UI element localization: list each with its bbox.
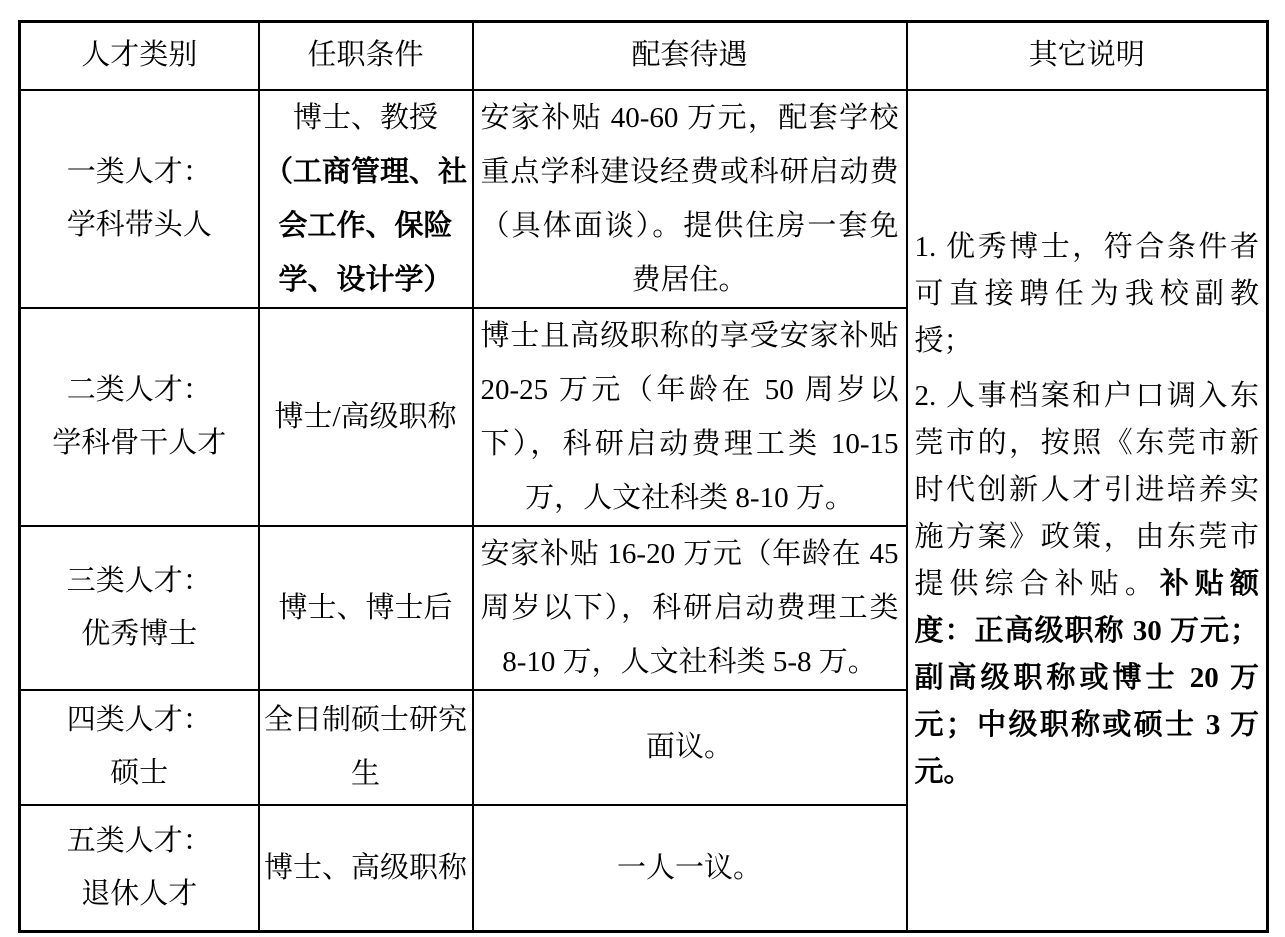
qualification-text: 全日制硕士研究生	[263, 704, 467, 790]
benefits-cell	[473, 308, 907, 526]
qualification-cell	[259, 526, 473, 690]
talent-category-cell	[20, 690, 259, 805]
other-notes-cell	[907, 90, 1268, 932]
qualification-cell	[259, 308, 473, 526]
column-header-other-notes: 其它说明	[907, 22, 1268, 90]
note-item-2-regular: 2. 人事档案和户口调入东莞市的，按照《东莞市新时代创新人才引进培养实施方案》政策，由东莞市提供综合补贴。	[914, 380, 1259, 601]
benefits-text: 一人一议。	[616, 851, 762, 884]
talent-category-cell	[20, 90, 259, 308]
note-item-2-bold: 补贴额度：正高级职称 30 万元；副高级职称或博士 20 万元；中级职称或硕士 3 万元。	[914, 568, 1259, 789]
category-subtitle: 学科骨干人才	[52, 426, 227, 459]
qualification-text: 博士/高级职称	[274, 400, 457, 433]
column-header-qualification: 任职条件	[259, 22, 473, 90]
benefits-cell	[473, 526, 907, 690]
category-subtitle: 退休人才	[81, 877, 198, 910]
qualification-cell	[259, 90, 473, 308]
qualification-note: （工商管理、社会工作、保险学、设计学）	[263, 155, 467, 296]
category-title: 二类人才：	[66, 373, 212, 406]
category-subtitle: 学科带头人	[66, 208, 212, 241]
category-subtitle: 硕士	[110, 757, 169, 789]
benefits-text: 安家补贴 40-60 万元，配套学校重点学科建设经费或科研启动费（具体面谈）。提供住房一套免费居住。	[480, 101, 899, 296]
category-subtitle: 优秀博士	[81, 617, 198, 650]
column-header-talent-category: 人才类别	[20, 22, 259, 90]
category-title: 五类人才：	[66, 824, 212, 857]
category-title: 四类人才：	[66, 704, 212, 736]
benefits-text: 安家补贴 16-20 万元（年龄在 45 周岁以下），科研启动费理工类 8-10 万，人文社科类 5-8 万。	[480, 537, 899, 678]
talent-category-cell	[20, 308, 259, 526]
benefits-cell	[473, 690, 907, 805]
qualification-cell	[259, 805, 473, 932]
qualification-text: 博士、高级职称	[263, 851, 467, 884]
category-title: 三类人才：	[66, 564, 212, 597]
table-row-tier1	[20, 90, 1268, 308]
benefits-cell	[473, 805, 907, 932]
qualification-text: 博士、博士后	[278, 591, 453, 624]
category-title: 一类人才：	[66, 155, 212, 188]
header-row	[20, 22, 1268, 90]
benefits-text: 博士且高级职称的享受安家补贴 20-25 万元（年龄在 50 周岁以下），科研启动费理工类 10-15 万，人文社科类 8-10 万。	[480, 319, 899, 514]
talent-category-cell	[20, 526, 259, 690]
qualification-text: 博士、教授	[292, 101, 438, 134]
benefits-text: 面议。	[645, 731, 733, 763]
note-item-1: 1. 优秀博士，符合条件者可直接聘任为我校副教授；	[914, 231, 1259, 358]
note-item-2	[908, 373, 1267, 796]
qualification-cell	[259, 690, 473, 805]
talent-recruitment-table	[18, 20, 1269, 933]
talent-category-cell	[20, 805, 259, 932]
benefits-cell	[473, 90, 907, 308]
column-header-benefits: 配套待遇	[473, 22, 907, 90]
